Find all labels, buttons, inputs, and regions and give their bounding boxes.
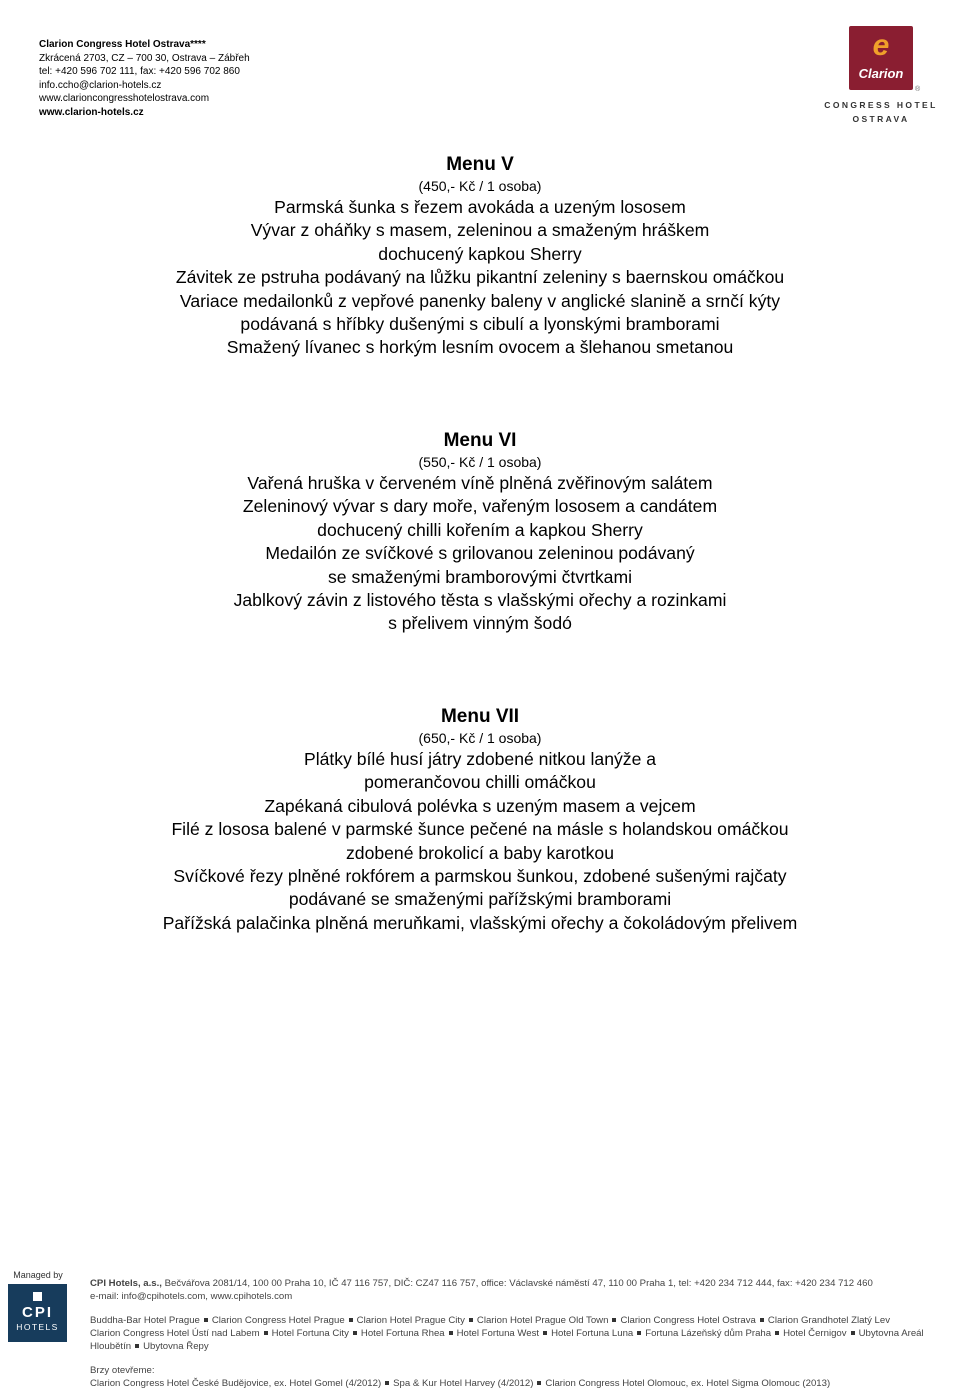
managed-by-cpi [8, 1270, 68, 1342]
bullet-icon [851, 1331, 855, 1335]
menu-item: Plátky bílé husí játry zdobené nitkou lanýže a [303, 749, 657, 769]
bullet-icon [264, 1331, 268, 1335]
hotel-list-item: Buddha-Bar Hotel Prague [90, 1315, 200, 1326]
menu-title: Menu VI [443, 430, 517, 451]
menu-item: Variace medailonků z vepřové panenky baleny v anglické slanině a srnčí kýty [179, 290, 781, 311]
menu-item: Závitek ze pstruha podávaný na lůžku pikantní zeleniny s baernskou omáčkou [175, 267, 785, 288]
cpi-logo-bottom: HOTELS [16, 1322, 59, 1332]
cpi-square-icon [33, 1292, 42, 1301]
menu-item: zdobené brokolicí a baby karotkou [346, 842, 614, 863]
hotel-list-item: Hotel Fortuna West [456, 1328, 540, 1339]
coming-soon-item: Clarion Congress Hotel Olomouc, ex. Hotel Sigma Olomouc (2013) [545, 1378, 831, 1389]
hotel-list-item: Ubytovna Areál Hloubětín [90, 1328, 924, 1352]
menu-price: (650,- Kč / 1 osoba) [418, 730, 542, 746]
menu-item: Jablkový závin z listového těsta s vlašskými ořechy a rozinkami [233, 590, 727, 611]
bullet-icon [612, 1318, 616, 1322]
company-contact[interactable]: e-mail: info@cpihotels.com, www.cpihotels.com [90, 1291, 293, 1302]
hotel-list-item: Clarion Congress Hotel Ústí nad Labem [90, 1328, 260, 1339]
managed-by-label: Managed by [13, 1270, 63, 1280]
clarion-e-icon: e [872, 29, 890, 62]
footer [90, 1277, 940, 1390]
bullet-icon [775, 1331, 779, 1335]
menu-item: podávaná s hříbky dušenými s cibulí a lyonskými bramborami [240, 314, 720, 335]
menu-price: (450,- Kč / 1 osoba) [418, 178, 542, 194]
bullet-icon [537, 1381, 541, 1385]
bullet-icon [469, 1318, 473, 1322]
clarion-logo [822, 26, 940, 126]
menu-title: Menu V [446, 154, 514, 175]
menu-section [0, 429, 960, 636]
cpi-hotels-logo [8, 1284, 67, 1342]
hotel-list-item: Clarion Grandhotel Zlatý Lev [767, 1315, 891, 1326]
menu-section [0, 153, 960, 360]
company-details: Bečvářova 2081/14, 100 00 Praha 10, IČ 47 116 757, DIČ: CZ47 116 757, office: Václavské náměstí 47, 110 00 Praha 1, tel: +420 234 712 444, fax: +420 234 712 460 [164, 1278, 873, 1289]
menu-item: Smažený lívanec s horkým lesním ovocem a šlehanou smetanou [226, 337, 734, 358]
hotel-list-item: Hotel Fortuna City [271, 1328, 349, 1339]
bullet-icon [637, 1331, 641, 1335]
clarion-website-link[interactable]: www.clarion-hotels.cz [39, 106, 144, 118]
hotel-list-item: Clarion Congress Hotel Prague [211, 1315, 345, 1326]
company-info [90, 1277, 940, 1290]
bullet-icon [135, 1344, 139, 1348]
menu-item: podávané se smaženými pařížskými bramborami [288, 889, 672, 910]
hotel-list-item: Fortuna Lázeňský dům Praha [645, 1328, 772, 1339]
menu-item: Pařížská palačinka plněná meruňkami, vlašskými ořechy a čokoládovým přelivem [162, 912, 798, 933]
menu-price: (550,- Kč / 1 osoba) [418, 454, 542, 470]
hotel-list-item: Clarion Congress Hotel Ostrava [620, 1315, 756, 1326]
menu-item: Zapékaná cibulová polévka s uzeným masem a vejcem [264, 795, 696, 816]
hotel-list-item: Hotel Černigov [783, 1328, 847, 1339]
bullet-icon [349, 1318, 353, 1322]
clarion-logo-brand: Clarion [858, 66, 904, 81]
coming-soon-item: Clarion Congress Hotel České Budějovice, ex. Hotel Gomel (4/2012) [90, 1378, 382, 1389]
bullet-icon [385, 1381, 389, 1385]
hotel-name: Clarion Congress Hotel Ostrava**** [39, 39, 206, 50]
hotel-website-link[interactable]: www.clarioncongresshotelostrava.com [39, 93, 210, 105]
hotel-list-item: Hotel Fortuna Rhea [360, 1328, 445, 1339]
hotel-phone: tel: +420 596 702 111, fax: +420 596 702 860 [39, 66, 240, 78]
coming-soon [90, 1364, 940, 1390]
clarion-logo-line2: OSTRAVA [852, 114, 910, 124]
cpi-logo-top: CPI [21, 1304, 53, 1321]
menu-item: s přelivem vinným šodó [388, 613, 572, 634]
coming-soon-item: Spa & Kur Hotel Harvey (4/2012) [393, 1378, 534, 1389]
bullet-icon [353, 1331, 357, 1335]
coming-soon-label: Brzy otevřeme: [90, 1365, 155, 1376]
menu-item: Vývar z oháňky s masem, zeleninou a smaženým hráškem [250, 220, 710, 241]
menu-item: Zeleninový vývar s dary moře, vařeným lososem a candátem [242, 496, 718, 517]
bullet-icon [760, 1318, 764, 1322]
menu-item: pomerančovou chilli omáčkou [364, 772, 596, 793]
clarion-logo-line1: CONGRESS HOTEL [824, 100, 938, 110]
hotel-list-item: Ubytovna Řepy [143, 1341, 209, 1352]
bullet-icon [204, 1318, 208, 1322]
hotel-list-item: Clarion Hotel Prague Old Town [476, 1315, 609, 1326]
menu-item: Svíčkové řezy plněné rokfórem a parmskou šunkou, zdobené sušenými rajčaty [173, 866, 787, 887]
menu-section [0, 705, 960, 935]
menu-item: Filé z lososa balené v parmské šunce pečené na másle s holandskou omáčkou [171, 819, 789, 840]
hotel-contact-block [39, 38, 250, 120]
menu-item: dochucený kapkou Sherry [378, 243, 582, 264]
menu-title: Menu VII [440, 706, 520, 727]
menu-item: dochucený chilli kořením a kapkou Sherry [317, 519, 643, 540]
hotel-list [90, 1314, 940, 1353]
hotel-address: Zkrácená 2703, CZ – 700 30, Ostrava – Zábřeh [39, 52, 250, 64]
bullet-icon [449, 1331, 453, 1335]
menu-item: Medailón ze svíčkové s grilovanou zeleninou podávaný [265, 543, 695, 564]
company-name: CPI Hotels, a.s., [90, 1278, 162, 1289]
menu-item: Vařená hruška v červeném víně plněná zvěřinovým salátem [247, 473, 713, 493]
bullet-icon [543, 1331, 547, 1335]
hotel-email[interactable]: info.ccho@clarion-hotels.cz [39, 79, 162, 91]
registered-icon: ® [915, 86, 921, 93]
menu-item: se smaženými bramborovými čtvrtkami [327, 566, 633, 587]
menu-item: Parmská šunka s řezem avokáda a uzeným lososem [274, 197, 686, 217]
hotel-list-item: Clarion Hotel Prague City [356, 1315, 465, 1326]
clarion-logo-box [849, 26, 913, 90]
hotel-list-item: Hotel Fortuna Luna [551, 1328, 634, 1339]
